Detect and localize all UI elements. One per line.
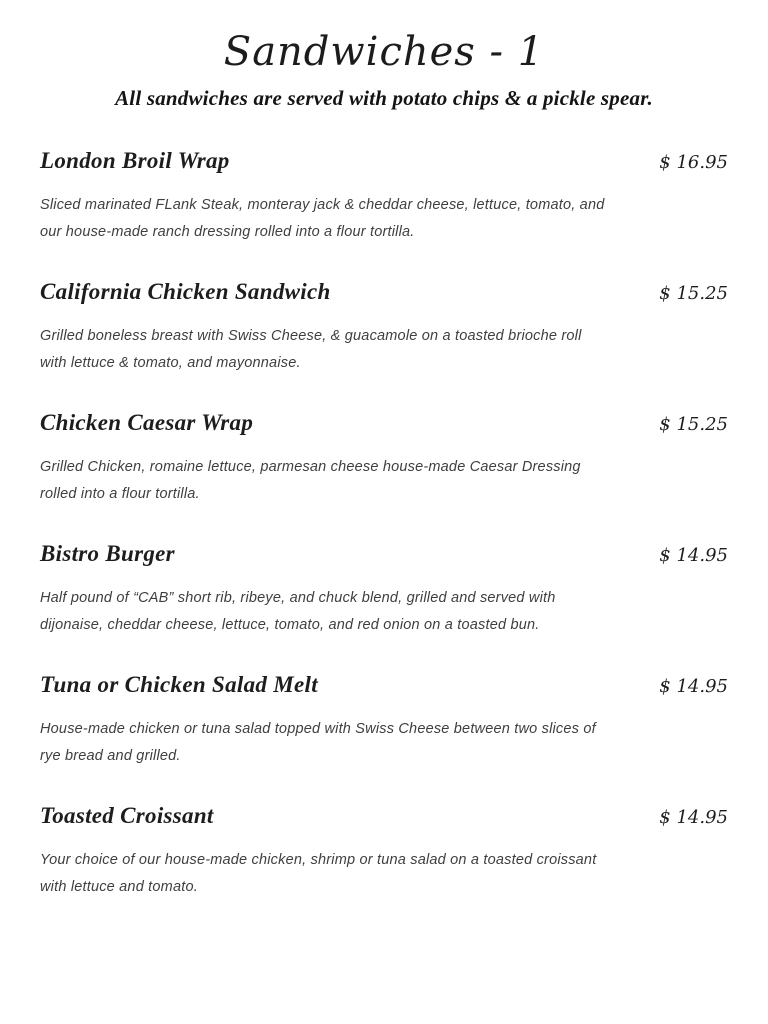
item-header [40, 539, 728, 569]
item-header [40, 408, 728, 438]
item-price: $ 16.95 [659, 152, 728, 173]
item-header [40, 146, 728, 176]
item-name: London Broil Wrap [40, 148, 230, 173]
item-description: Grilled Chicken, romaine lettuce, parmesan cheese house-made Caesar Dressing rolled into a flour tortilla. [40, 459, 581, 502]
item-header [40, 277, 728, 307]
item-name: Tuna or Chicken Salad Melt [40, 672, 318, 697]
menu-item-california-chicken-sandwich [40, 277, 728, 377]
item-price: $ 14.95 [659, 807, 728, 828]
item-price: $ 14.95 [659, 545, 728, 566]
menu-item-bistro-burger [40, 539, 728, 639]
item-name: California Chicken Sandwich [40, 279, 331, 304]
menu-item-chicken-caesar-wrap [40, 408, 728, 508]
item-header [40, 670, 728, 700]
item-description: House-made chicken or tuna salad topped with Swiss Cheese between two slices of rye bread and grilled. [40, 721, 596, 764]
item-name: Bistro Burger [40, 541, 175, 566]
menu-item-london-broil-wrap [40, 146, 728, 246]
menu-item-toasted-croissant [40, 801, 728, 901]
page-subtitle: All sandwiches are served with potato chips & a pickle spear. [115, 86, 653, 110]
item-description: Your choice of our house-made chicken, shrimp or tuna salad on a toasted croissant with lettuce and tomato. [40, 852, 597, 895]
item-name: Toasted Croissant [40, 803, 214, 828]
item-description: Sliced marinated FLank Steak, monteray jack & cheddar cheese, lettuce, tomato, and our house-made ranch dressing rolled into a flour tortilla. [40, 197, 605, 240]
item-price: $ 14.95 [659, 676, 728, 697]
menu-item-list [40, 146, 728, 901]
item-price: $ 15.25 [659, 414, 728, 435]
item-description: Half pound of “CAB” short rib, ribeye, and chuck blend, grilled and served with dijonaise, cheddar cheese, lettuce, tomato, and red onion on a toasted bun. [40, 590, 556, 633]
item-header [40, 801, 728, 831]
item-price: $ 15.25 [659, 283, 728, 304]
menu-header [40, 26, 728, 112]
item-description: Grilled boneless breast with Swiss Cheese, & guacamole on a toasted brioche roll with lettuce & tomato, and mayonnaise. [40, 328, 582, 371]
page-title: Sandwiches - 1 [223, 29, 545, 75]
item-name: Chicken Caesar Wrap [40, 410, 254, 435]
menu-item-tuna-or-chicken-salad-melt [40, 670, 728, 770]
